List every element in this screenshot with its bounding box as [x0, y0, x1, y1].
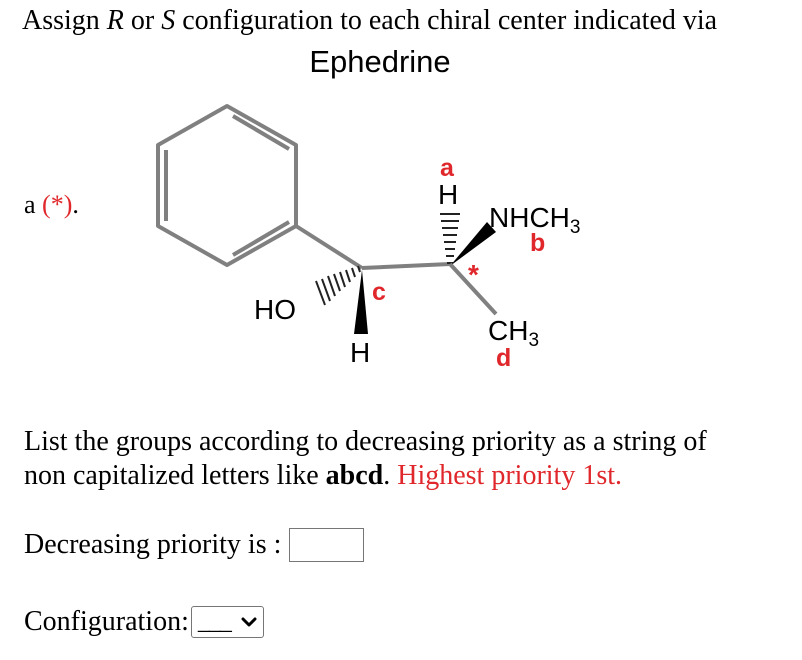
s-letter: S — [161, 5, 176, 36]
question-title: Assign R or S configuration to each chiral center indicated via — [22, 5, 718, 36]
highest-priority-note: Highest priority 1st. — [397, 460, 622, 491]
ho-group: HO — [254, 294, 296, 325]
priority-answer-row — [24, 528, 364, 562]
instructions-line-1: List the groups according to decreasing priority as a string of — [24, 426, 707, 457]
configuration-row — [24, 605, 264, 639]
chiral-center-star: * — [468, 259, 479, 290]
wedge-bond-h-bottom — [354, 270, 368, 334]
r-letter: R — [106, 5, 124, 36]
part-label: a (*). — [24, 190, 79, 219]
configuration-label: Configuration: — [24, 606, 189, 637]
h-top-atom: H — [438, 179, 459, 210]
configuration-selected-value: ___ — [197, 609, 231, 635]
priority-input[interactable] — [289, 528, 364, 562]
label-a: a — [440, 154, 454, 182]
h-bottom-atom: H — [350, 337, 371, 368]
cc-bond — [362, 264, 450, 268]
priority-label: Decreasing priority is : — [24, 529, 282, 560]
ring-bond — [296, 226, 362, 268]
label-c: c — [372, 278, 386, 306]
instructions — [24, 425, 707, 493]
molecule-name: Ephedrine — [309, 44, 451, 79]
ch3-group: $CH_3$ — [488, 315, 540, 351]
label-d: d — [496, 344, 512, 372]
nhch3-group: $NHCH_3$ — [489, 202, 581, 238]
chiral-marker-label: (*) — [42, 190, 73, 219]
hashed-bond-ho — [316, 266, 360, 305]
example-string: abcd — [325, 460, 384, 491]
chevron-down-icon — [239, 612, 259, 632]
hashed-bond-h-top — [440, 214, 460, 263]
label-b: b — [530, 229, 546, 257]
configuration-select[interactable] — [191, 606, 264, 638]
instructions-line-2: non capitalized letters like abcd. Highest priority 1st. — [24, 460, 622, 491]
benzene-ring — [158, 106, 296, 265]
